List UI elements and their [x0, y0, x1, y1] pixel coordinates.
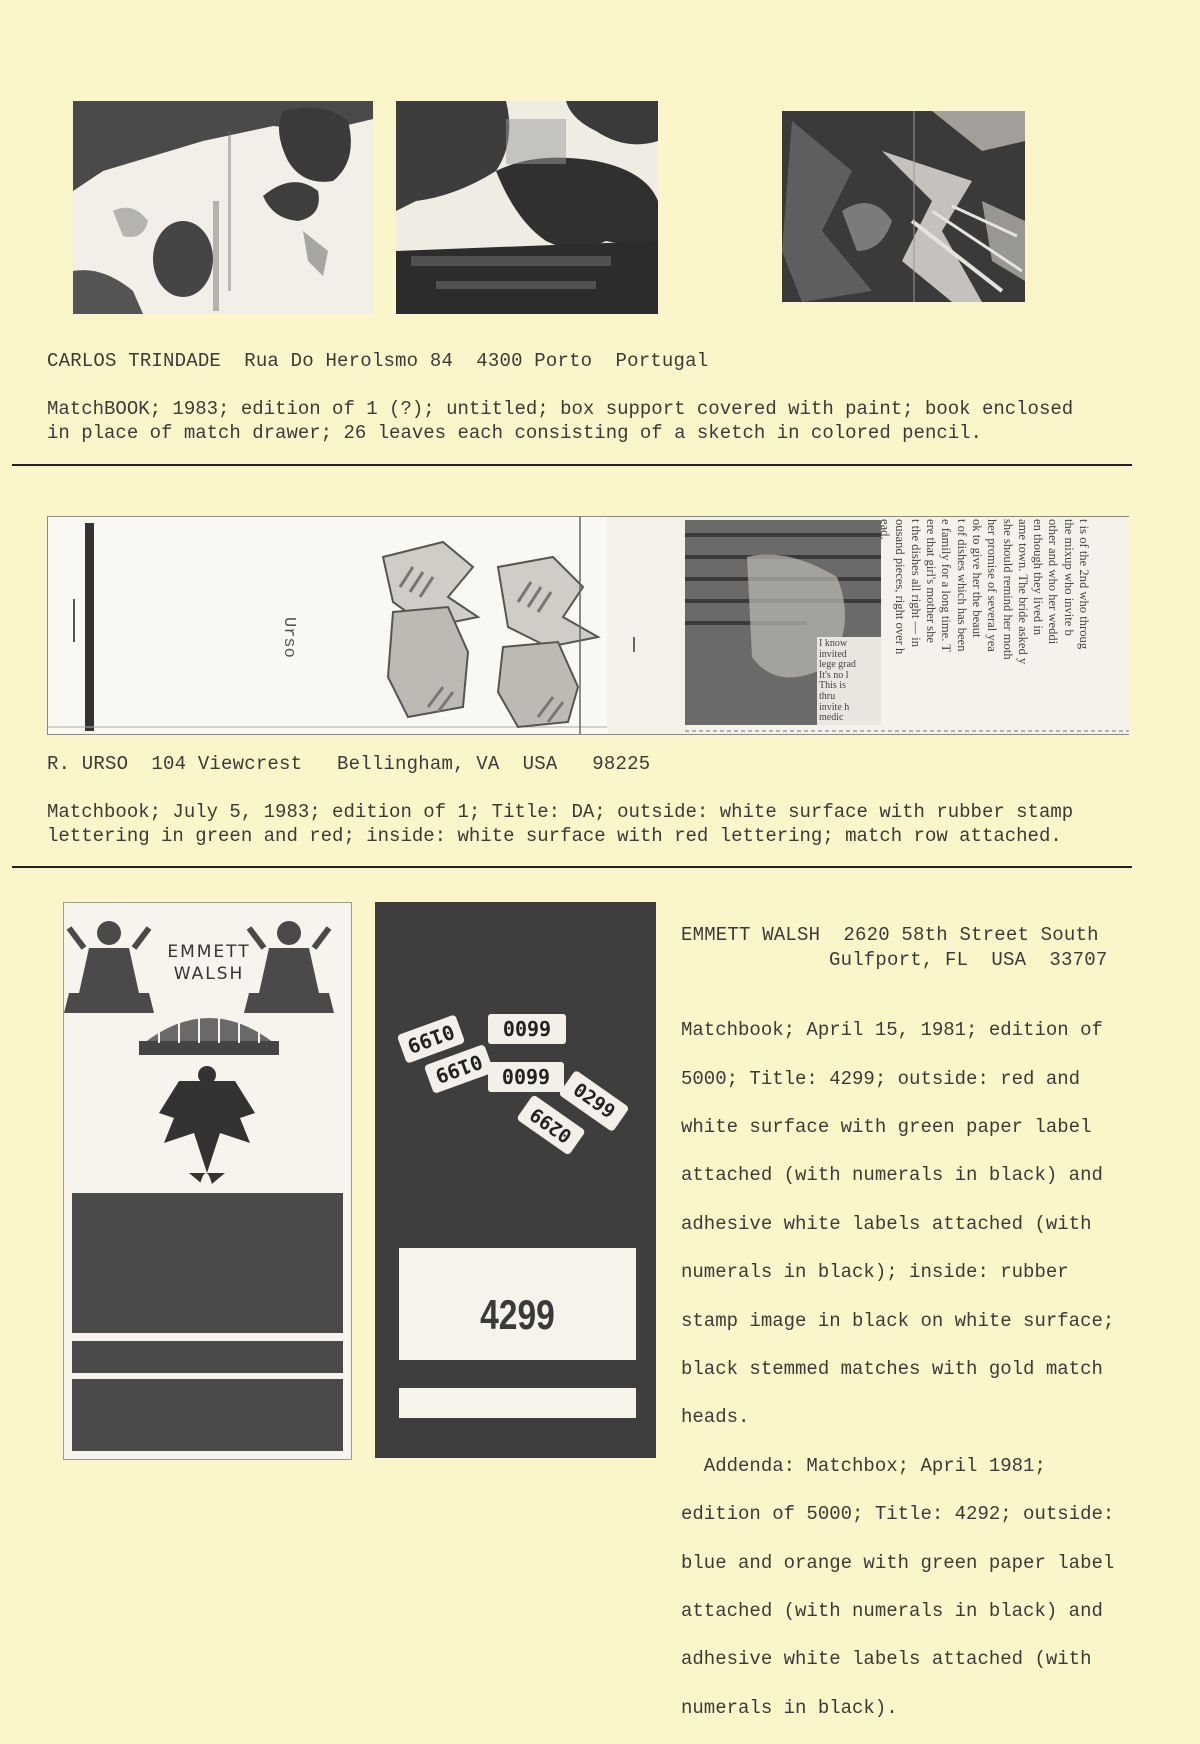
inside-text-line: t the dishes all right — in [908, 519, 923, 648]
matchbook-outside-image [47, 516, 609, 735]
painted-box-image-2 [396, 101, 658, 314]
inside-snippet: thru [819, 690, 836, 702]
description-line: stamp image in black on white surface; [681, 1309, 1115, 1332]
inside-text-line: ere that girl's mother she [924, 519, 939, 643]
matchbox-labels-image [375, 902, 656, 1458]
inside-text-line: the mixup who invite b [1061, 519, 1076, 636]
work-description [47, 397, 1073, 445]
inside-snippet: This is [819, 680, 846, 692]
inside-text-line: ead. [878, 519, 893, 540]
description-line: in place of match drawer; 26 leaves each consisting of a sketch in colored pencil. [47, 422, 982, 445]
stamp-name-line: WALSH [173, 964, 245, 984]
matchbook-stamp-image [63, 902, 352, 1460]
description-line: heads. [681, 1406, 750, 1429]
number-label: 0199 [397, 1014, 466, 1063]
inside-text-line: ok to give her the beaut [969, 519, 984, 638]
description-line: black stemmed matches with gold match [681, 1358, 1103, 1381]
number-label: 0199 [424, 1044, 494, 1094]
inside-text-line: other and who her weddi [1046, 519, 1061, 645]
section-divider [12, 866, 1132, 868]
artist-city-line: Gulfport, FL USA 33707 [829, 949, 1108, 971]
inside-text-line: ousand pieces, right over h [893, 519, 908, 655]
painted-box-image-1 [73, 101, 373, 314]
work-description [681, 994, 1114, 1744]
inside-snippet: medic [819, 712, 844, 724]
number-label: 0099 [488, 1014, 566, 1044]
description-line: white surface with green paper label [681, 1116, 1092, 1139]
inside-snippets [819, 639, 881, 725]
number-label: 0299 [558, 1070, 629, 1132]
work-description [47, 800, 1073, 848]
artist-name-address: EMMETT WALSH 2620 58th Street South [681, 924, 1099, 946]
inside-text-line: she should remind her moth [1000, 519, 1015, 660]
inside-text-line: her promise of several yea [985, 519, 1000, 652]
description-line: Matchbook; April 15, 1981; edition of [681, 1019, 1103, 1042]
matchbook-inside-image [607, 516, 1129, 735]
description-line: attached (with numerals in black) and [681, 1164, 1103, 1187]
description-line: adhesive white labels attached (with [681, 1648, 1092, 1671]
inside-text-line: t of dishes which has been [954, 519, 969, 652]
box-lower-strip [399, 1388, 636, 1418]
description-line: adhesive white labels attached (with [681, 1212, 1092, 1235]
description-line: numerals in black). [681, 1696, 898, 1719]
description-line: blue and orange with green paper label [681, 1551, 1115, 1574]
artist-address-heading: CARLOS TRINDADE Rua Do Herolsmo 84 4300 Porto Portugal [47, 350, 709, 372]
stamp-name-text [154, 941, 264, 985]
artist-address-heading: R. URSO 104 Viewcrest Bellingham, VA USA 98225 [47, 753, 651, 775]
box-label-panel [399, 1248, 636, 1360]
description-line: numerals in black); inside: rubber [681, 1261, 1069, 1284]
description-line: edition of 5000; Title: 4292; outside: [681, 1503, 1115, 1526]
description-line: 5000; Title: 4299; outside: red and [681, 1067, 1081, 1090]
cover-stamp-text: Urso [279, 617, 298, 658]
inside-text-line: en though they lived in [1031, 519, 1046, 636]
inside-snippet: I know [819, 639, 848, 649]
description-line: Addenda: Matchbox; April 1981; [681, 1454, 1046, 1477]
stamp-name-line: EMMETT [167, 942, 251, 962]
inside-text-line: ame town. The bride asked y [1015, 519, 1030, 665]
description-line: lettering in green and red; inside: white surface with red lettering; match row attached. [47, 825, 1062, 848]
description-line: attached (with numerals in black) and [681, 1600, 1103, 1623]
section-divider [12, 464, 1132, 466]
box-number: 4299 [480, 1291, 555, 1338]
painted-box-image-3 [782, 111, 1025, 302]
inside-snippet: It's no l [819, 669, 849, 681]
number-label: 0299 [516, 1094, 586, 1155]
inside-text-line: t is of the 2nd who throug [1077, 519, 1091, 650]
description-line: MatchBOOK; 1983; edition of 1 (?); untitled; box support covered with paint; book enclosed [47, 398, 1074, 420]
inside-snippet: invite h [819, 701, 850, 713]
number-label: 0099 [488, 1062, 564, 1092]
inside-text-line: e family for a long time. T [939, 519, 954, 653]
inside-snippet: lege grad [819, 659, 856, 671]
inside-snippet: invited [819, 648, 847, 660]
description-line: Matchbook; July 5, 1983; edition of 1; Title: DA; outside: white surface with rubber stamp [47, 801, 1074, 823]
